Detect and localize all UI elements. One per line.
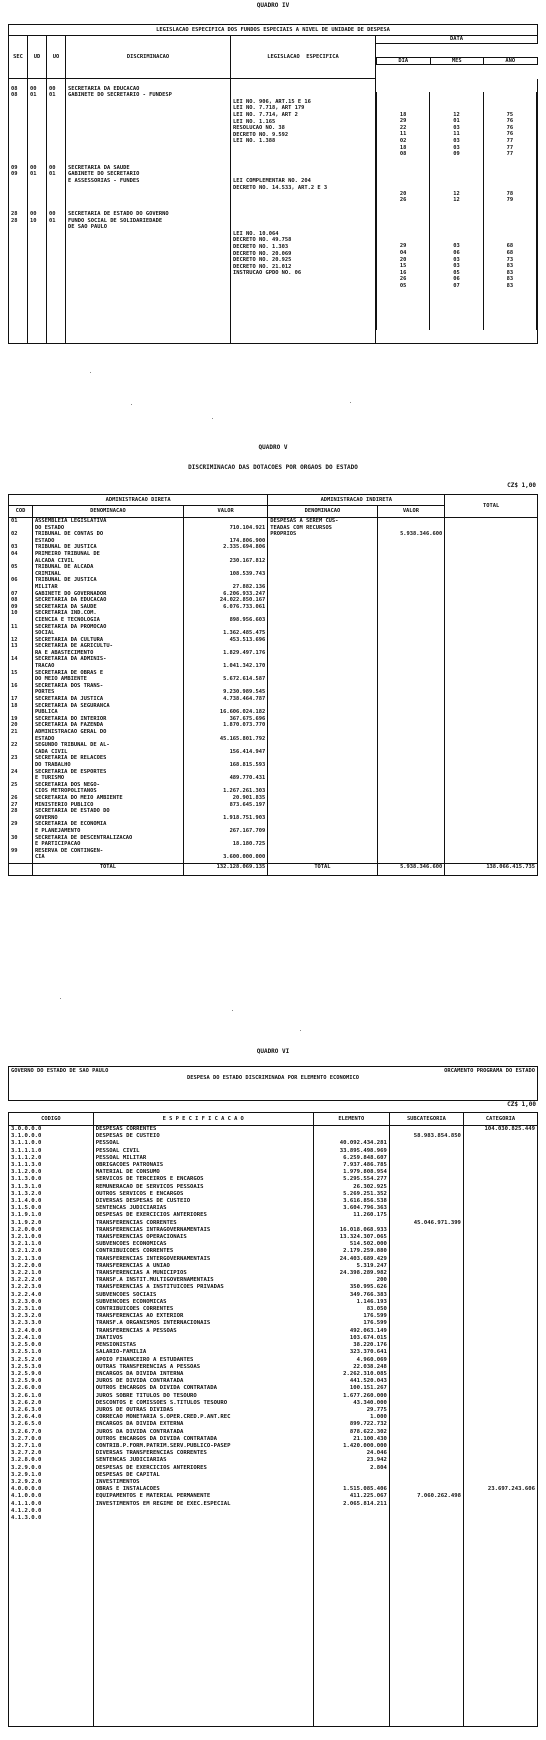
header-valor-indireta: VALOR <box>377 506 445 518</box>
total-direta: 132.128.069.135 <box>183 864 267 876</box>
header-uo: UO <box>47 36 66 79</box>
col-dia: 18 29 22 11 02 18 08 20 26 29 04 20 15 16 26 05 <box>377 92 430 330</box>
quadro-vi-subtitle: DESPESA DO ESTADO DISCRIMINADA POR ELEMENTO ECONOMICO <box>186 1075 359 1081</box>
col-total <box>445 518 538 864</box>
col-denominacao: ASSEMBLEIA LEGISLATIVA DO ESTADO TRIBUNAL DE CONTAS DO ESTADO TRIBUNAL DE JUSTICA PRIMEIRO TRIBUNAL DE ALCADA CIVIL TRIBUNAL DE ALCADA CRIMINAL TRIBUNAL DE JUSTICA MILITAR GABINETE DO GOVERNADOR SECRETARIA DA EDUCACAO SECRETARIA DA SAUDE SECRETARIA IND.COM. CIENCIA E TECNOLOGIA SECRETARIA DA PROMOCAO SOCIAL SECRETARIA DA CULTURA SECRETARIA DE AGRICULTU- RA E ABASTECIMENTO SECRETARIA DA ADMINIS- TRACAO SECRETARIA DE OBRAS E DO MEIO AMBIENTE SECRETARIA DOS TRANS- PORTES SECRETARIA DA JUSTICA SECRETARIA DA SEGURANCA PUBLICA SECRETARIA DO INTERIOR SECRETARIA DA FAZENDA ADMINISTRACAO GERAL DO ESTADO SEGUNDO TRIBUNAL DE AL- CADA CIVIL SECRETARIA DE RELACOES DO TRABALHO SECRETARIA DE ESPORTES E TURISMO SECRETARIA DOS NEGO- CIOS METROPOLITANOS SECRETARIA DO MEIO AMBIENTE MINISTERIO PUBLICO SECRETARIA DE ESTADO DO GOVERNO SECRETARIA DE ECONOMIA E PLANEJAMENTO SECRETARIA DE DESCENTRALIZACAO E PARTICIPACAO RESERVA DE CONTINGEN- CIA <box>32 518 183 864</box>
col-discriminacao: SECRETARIA DA EDUCACAO GABINETE DO SECRETARIO - FUNDESP SECRETARIA DA SAUDE GABINETE DO SECRETARIO E ASSESSORIAS - FUNDES SECRETARIA DE ESTADO DO GOVERNO FUNDO SOCIAL DE SOLIDARIEDADE DE SAO PAULO <box>66 79 231 344</box>
col-uo: 00 01 00 01 00 01 <box>47 79 66 344</box>
header-adm-direta: ADMINISTRACAO DIRETA <box>9 495 268 506</box>
quadro-vi-header-box <box>8 1066 538 1101</box>
quadro-iv-table <box>8 24 538 344</box>
col-cod: 01 02 03 04 05 06 07 08 09 10 11 12 13 14 15 16 17 18 19 20 21 22 23 24 25 26 27 28 29 30 99 <box>9 518 33 864</box>
quadro-vi-title: QUADRO VI <box>256 1048 290 1055</box>
col-ud: 00 01 00 01 00 10 <box>28 79 47 344</box>
header-ud: UD <box>28 36 47 79</box>
quadro-vi-table <box>8 1112 538 1727</box>
header-data <box>376 36 538 44</box>
header-ano: ANO <box>484 57 538 65</box>
header-elemento: ELEMENTO <box>313 1113 389 1126</box>
header-especificacao: E S P E C I F I C A C A O <box>93 1113 313 1126</box>
quadro-v-title: QUADRO V <box>258 444 288 451</box>
total-geral: 138.066.415.735 <box>445 864 538 876</box>
quadro-vi-unit: CZ$ 1,00 <box>507 1101 536 1108</box>
header-dia: DIA <box>377 57 431 65</box>
header-categoria: CATEGORIA <box>463 1113 537 1126</box>
header-total: TOTAL <box>445 495 538 518</box>
col-ano: 75 76 76 76 77 77 77 78 79 68 68 73 83 83 83 83 <box>483 92 536 330</box>
col-subcategoria: 58.983.854.850 45.046.971.399 7.060.262.498 <box>389 1126 463 1727</box>
header-sec: SEC <box>9 36 28 79</box>
total-indireta: 5.938.346.600 <box>377 864 445 876</box>
col-mes: 12 01 03 11 03 03 09 12 12 03 06 03 03 05 06 07 <box>430 92 483 330</box>
header-adm-indireta: ADMINISTRACAO INDIRETA <box>268 495 445 506</box>
quadro-iv-title: QUADRO IV <box>256 2 290 9</box>
col-especificacao: DESPESAS CORRENTES DESPESAS DE CUSTEIO PESSOAL PESSOAL CIVIL PESSOAL MILITAR OBRIGACOES PATRONAIS MATERIAL DE CONSUMO SERVICOS DE TERCEIROS E ENCARGOS REMUNERACAO DE SERVICOS PESSOAIS OUTROS SERVICOS E ENCARGOS DIVERSAS DESPESAS DE CUSTEIO SENTENCAS JUDICIARIAS DESPESAS DE EXERCICIOS ANTERIORES TRANSFERENCIAS CORRENTES TRANSFERENCIAS INTRAGOVERNAMENTAIS TRANSFERENCIAS OPERACIONAIS SUBVENCOES ECONOMICAS CONTRIBUICOES CORRENTES TRANSFERENCIAS INTERGOVERNAMENTAIS TRANSFERENCIAS A UNIAO TRANSFERENCIAS A MUNICIPIOS TRANSF.A INSTIT.MULTIGOVERNAMENTAIS TRANSFERENCIAS A INSTITUICOES PRIVADAS SUBVENCOES SOCIAIS SUBVENCOES ECONOMICAS CONTRIBUICOES CORRENTES TRANSFERENCIAS AO EXTERIOR TRANSF.A ORGANISMOS INTERNACIONAIS TRANSFERENCIAS A PESSOAS INATIVOS PENSIONISTAS SALARIO-FAMILIA APOIO FINANCEIRO A ESTUDANTES OUTRAS TRANSFERENCIAS A PESSOAS ENCARGOS DA DIVIDA INTERNA JUROS DE DIVIDA CONTRATADA OUTROS ENCARGOS DA DIVIDA CONTRATADA JUROS SOBRE TITULOS DO TESOURO DESCONTOS E COMISSOES S.TITULOS TESOURO JUROS DE OUTRAS DIVIDAS CORRECAO MONETARIA S.OPER.CRED.P.ANT.REC ENCARGOS DA DIVIDA EXTERNA JUROS DA DIVIDA CONTRATADA OUTROS ENCARGOS DA DIVIDA CONTRATADA CONTRIB.P.FORM.PATRIM.SERV.PUBLICO-PASEP DIVERSAS TRANSFERENCIAS CORRENTES SENTENCAS JUDICIARIAS DESPESAS DE EXERCICIOS ANTERIORES DESPESAS DE CAPITAL INVESTIMENTOS OBRAS E INSTALACOES EQUIPAMENTOS E MATERIAL PERMANENTE INVESTIMENTOS EM REGIME DE EXEC.ESPECIAL <box>93 1126 313 1727</box>
quadro-vi-gov: GOVERNO DO ESTADO DE SAO PAULO <box>11 1068 109 1074</box>
total-label-direta: TOTAL <box>32 864 183 876</box>
col-sec: 08 08 09 09 28 28 <box>9 79 28 344</box>
header-cod: COD <box>9 506 33 518</box>
quadro-v-table <box>8 494 538 876</box>
header-valor: VALOR <box>183 506 267 518</box>
header-legislacao: LEGISLACAO ESPECIFICA <box>231 36 376 79</box>
header-codigo: CODIGO <box>9 1113 94 1126</box>
col-categoria: 104.030.825.449 23.697.243.606 <box>463 1126 537 1727</box>
header-denominacao: DENOMINACAO <box>32 506 183 518</box>
quadro-v-unit: CZ$ 1,00 <box>507 482 536 489</box>
col-valor: 710.104.921 174.806.900 2.335.694.806 230.167.812 108.539.743 27.882.136 6.206.933.247 24.022.850.167 6.076.733.061 898.956.603 1.362.485.475 453.513.696 1.829.497.176 1.041.342.170 5.672.614.587 9.230.989.545 4.738.464.787 16.606.024.182 367.675.696 1.870.073.770 45.165.801.792 156.414.947 168.815.593 489.770.431 1.267.261.303 20.901.835 873.645.197 1.918.751.903 267.167.709 18.180.725 3.600.000.000 <box>183 518 267 864</box>
quadro-iv-subtitle: LEGISLACAO ESPECIFICA DOS FUNDOS ESPECIAIS A NIVEL DE UNIDADE DE DESPESA <box>9 25 538 36</box>
col-legislacao: LEI NO. 906, ART.15 E 16 LEI NO. 7.718, ART 179 LEI NO. 7.714, ART 2 LEI NO. 1.165 RESOLUCAO NO. 38 DECRETO NO. 9.592 LEI NO. 1.388 LEI COMPLEMENTAR NO. 204 DECRETO NO. 14.533, ART.2 E 3 LEI NO. 10.064 DECRETO NO. 49.758 DECRETO NO. 1.303 DECRETO NO. 20.069 DECRETO NO. 20.925 DECRETO NO. 21.012 INSTRUCAO GPDO NO. 06 <box>231 79 376 344</box>
quadro-vi-orcamento: ORCAMENTO PROGRAMA DO ESTADO <box>444 1068 535 1074</box>
header-subcategoria: SUBCATEGORIA <box>389 1113 463 1126</box>
quadro-v-subtitle: DISCRIMINACAO DAS DOTACOES POR ORGAOS DO ESTADO <box>188 464 358 471</box>
col-codigo: 3.0.0.0.0 3.1.0.0.0 3.1.1.0.0 3.1.1.1.0 3.1.1.2.0 3.1.1.3.0 3.1.2.0.0 3.1.3.0.0 3.1.3.1.0 3.1.3.2.0 3.1.4.0.0 3.1.5.0.0 3.1.9.1.0 3.1.9.2.0 3.2.0.0.0 3.2.1.0.0 3.2.1.1.0 3.2.1.2.0 3.2.1.3.0 3.2.2.0.0 3.2.2.1.0 3.2.2.2.0 3.2.2.3.0 3.2.2.4.0 3.2.3.0.0 3.2.3.1.0 3.2.3.2.0 3.2.3.3.0 3.2.4.0.0 3.2.4.1.0 3.2.5.0.0 3.2.5.1.0 3.2.5.2.0 3.2.5.3.0 3.2.5.9.0 3.2.5.9.0 3.2.6.0.0 3.2.6.1.0 3.2.6.2.0 3.2.6.3.0 3.2.6.4.0 3.2.6.5.0 3.2.6.7.0 3.2.7.0.0 3.2.7.1.0 3.2.7.2.0 3.2.8.0.0 3.2.9.0.0 3.2.9.1.0 3.2.9.2.0 4.0.0.0.0 4.1.0.0.0 4.1.1.0.0 4.1.2.0.0 4.1.3.0.0 <box>9 1126 94 1727</box>
header-denominacao-indireta: DENOMINACAO <box>268 506 377 518</box>
header-data-label: DATA <box>450 36 463 42</box>
header-mes: MES <box>430 57 484 65</box>
col-elemento: 40.092.434.281 33.895.498.969 6.259.848.607 7.937.486.785 1.979.808.954 5.295.554.277 26.302.925 5.269.251.352 3.616.856.538 3.604.796.363 11.260.175 16.018.068.933 13.324.307.065 514.502.000 2.179.259.880 24.403.689.429 5.319.247 24.398.289.982 200 350.995.626 349.766.383 1.146.193 83.050 176.599 176.599 492.063.149 103.674.015 38.220.176 323.370.641 4.960.069 22.038.248 2.262.310.085 441.520.043 100.151.267 1.677.260.000 43.340.000 29.775 1.000 899.722.732 878.622.302 21.100.430 1.420.000.000 24.046 23.942 2.804 1.515.085.406 411.225.067 2.065.814.211 <box>313 1126 389 1727</box>
col-denominacao-indireta: DESPESAS A SEREM CUS- TEADAS COM RECURSOS PROPRIOS <box>268 518 377 864</box>
total-label-indireta: TOTAL <box>268 864 377 876</box>
col-valor-indireta: 5.938.346.600 <box>377 518 445 864</box>
header-discriminacao: DISCRIMINACAO <box>66 36 231 79</box>
